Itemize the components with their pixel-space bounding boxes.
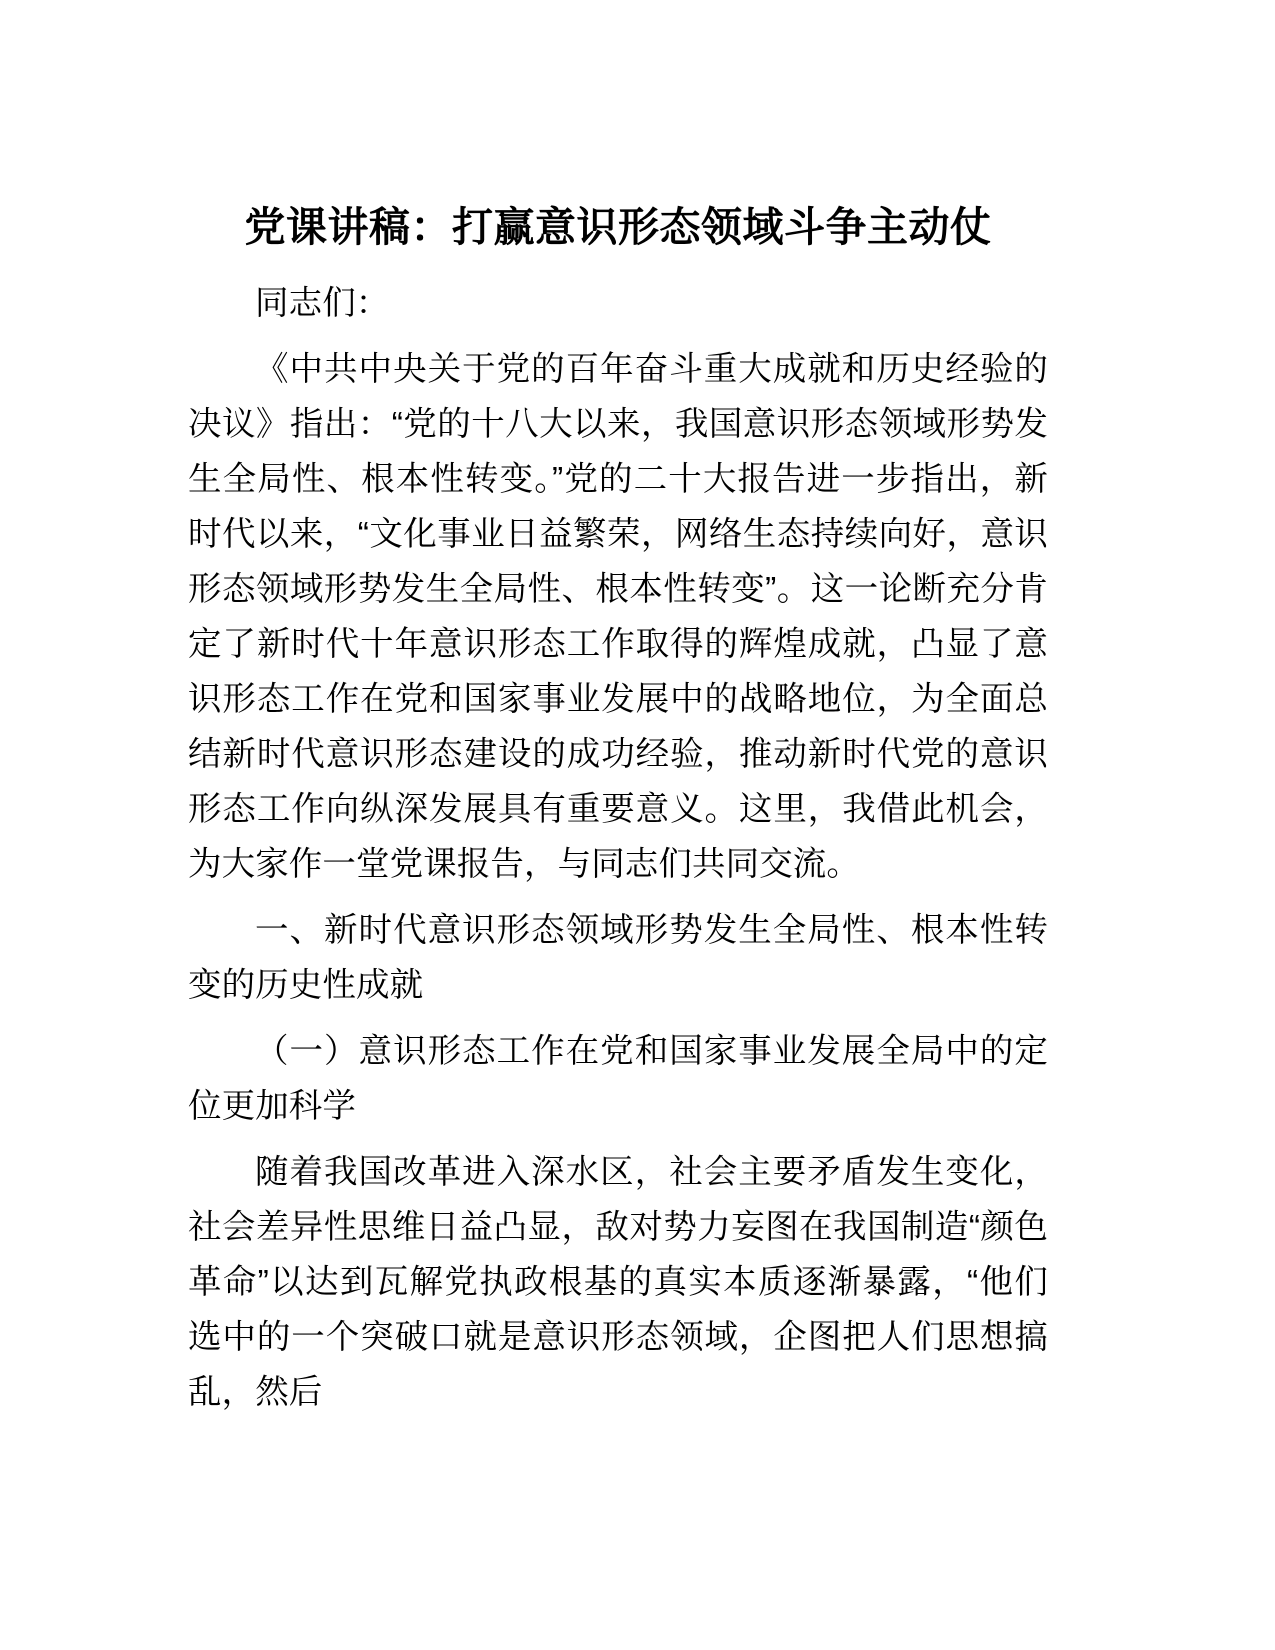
salutation: 同志们： bbox=[255, 285, 390, 322]
opening-paragraph: 《中共中央关于党的百年奋斗重大成就和历史经验的决议》指出：“党的十八大以来，我国意识形态领域形势发生全局性、根本性转变。”党的二十大报告进一步指出，新时代以来，“文化事业日益繁荣，网络生态持续向好，意识形态领域形势发生全局性、根本性转变”。这一论断充分肯定了新时代十年意识形态工作取得的辉煌成就，凸显了意识形态工作在党和国家事业发展中的战略地位，为全面总结新时代意识形态建设的成功经验，推动新时代党的意识形态工作向纵深发展具有重要意义。这里，我借此机会，为大家作一堂党课报告，与同志们共同交流。 bbox=[188, 351, 1048, 883]
page-title: 党课讲稿：打赢意识形态领域斗争主动仗 bbox=[244, 204, 992, 250]
subsection-heading-1-1: （一）意识形态工作在党和国家事业发展全局中的定位更加科学 bbox=[188, 1033, 1048, 1125]
section-heading-1: 一、新时代意识形态领域形势发生全局性、根本性转变的历史性成就 bbox=[188, 912, 1048, 1004]
document-body bbox=[188, 196, 1048, 1420]
body-paragraph-1: 随着我国改革进入深水区，社会主要矛盾发生变化，社会差异性思维日益凸显，敌对势力妄图在我国制造“颜色革命”以达到瓦解党执政根基的真实本质逐渐暴露，“他们选中的一个突破口就是意识形态领域，企图把人们思想搞乱，然后 bbox=[188, 1154, 1048, 1411]
